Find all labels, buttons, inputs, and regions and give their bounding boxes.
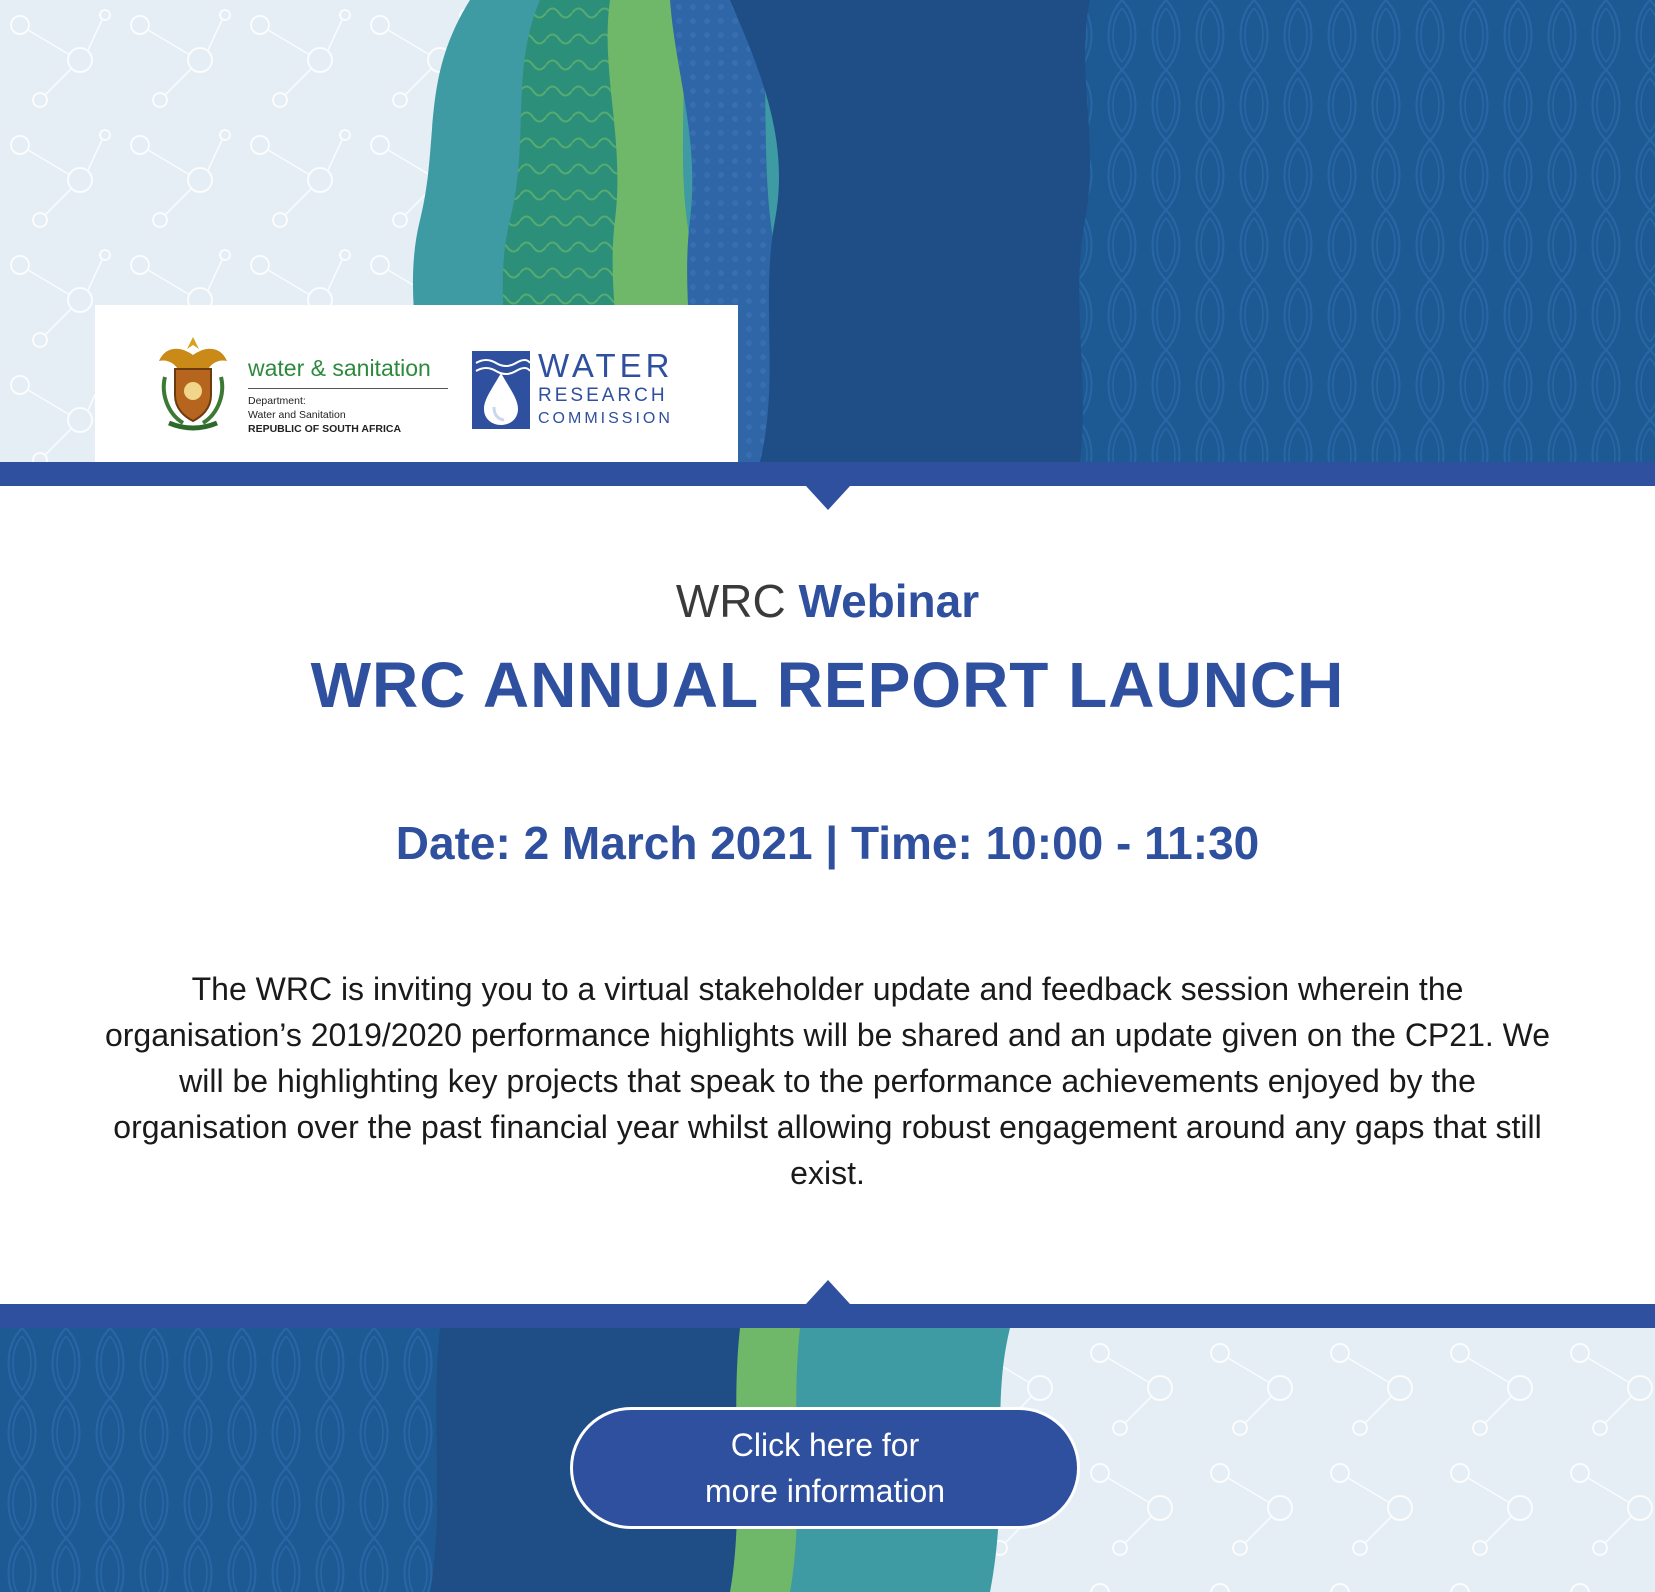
event-kind: Webinar — [798, 575, 980, 627]
wrc-logo-line2: RESEARCH — [538, 385, 668, 406]
dws-name: Water and Sanitation — [248, 409, 346, 421]
dws-country: REPUBLIC OF SOUTH AFRICA — [248, 423, 402, 435]
wrc-logo-line3: COMMISSION — [538, 410, 673, 427]
bottom-divider-bar — [0, 1304, 1655, 1328]
cta-line1: Click here for — [730, 1427, 920, 1463]
wrc-water-drop-icon — [472, 351, 530, 429]
top-divider-notch — [806, 486, 850, 510]
coat-of-arms-icon — [155, 333, 231, 433]
dws-title: water & sanitation — [248, 355, 431, 381]
logo-panel — [95, 305, 738, 462]
event-title: WRC ANNUAL REPORT LAUNCH — [310, 649, 1345, 721]
cta-line2: more information — [704, 1473, 946, 1509]
event-org: WRC — [675, 575, 786, 627]
more-information-button[interactable] — [570, 1407, 1080, 1529]
top-divider-bar — [0, 462, 1655, 486]
event-datetime: Date: 2 March 2021 | Time: 10:00 - 11:30 — [395, 817, 1260, 869]
event-kicker — [0, 574, 1655, 628]
bottom-divider-notch — [806, 1280, 850, 1304]
wrc-logo-line1: WATER — [538, 347, 674, 384]
dws-divider — [248, 388, 448, 389]
dws-department: Department: — [248, 395, 306, 407]
event-description: The WRC is inviting you to a virtual stakeholder update and feedback session wherein the organisation’s 2019/2020 performance highlights will be shared and an update given on the CP21. We will be highlighting key projects that speak to the performance achievements enjoyed by the organisation over the past financial year whilst allowing robust engagement around any gaps that still exist. — [104, 971, 1551, 1191]
